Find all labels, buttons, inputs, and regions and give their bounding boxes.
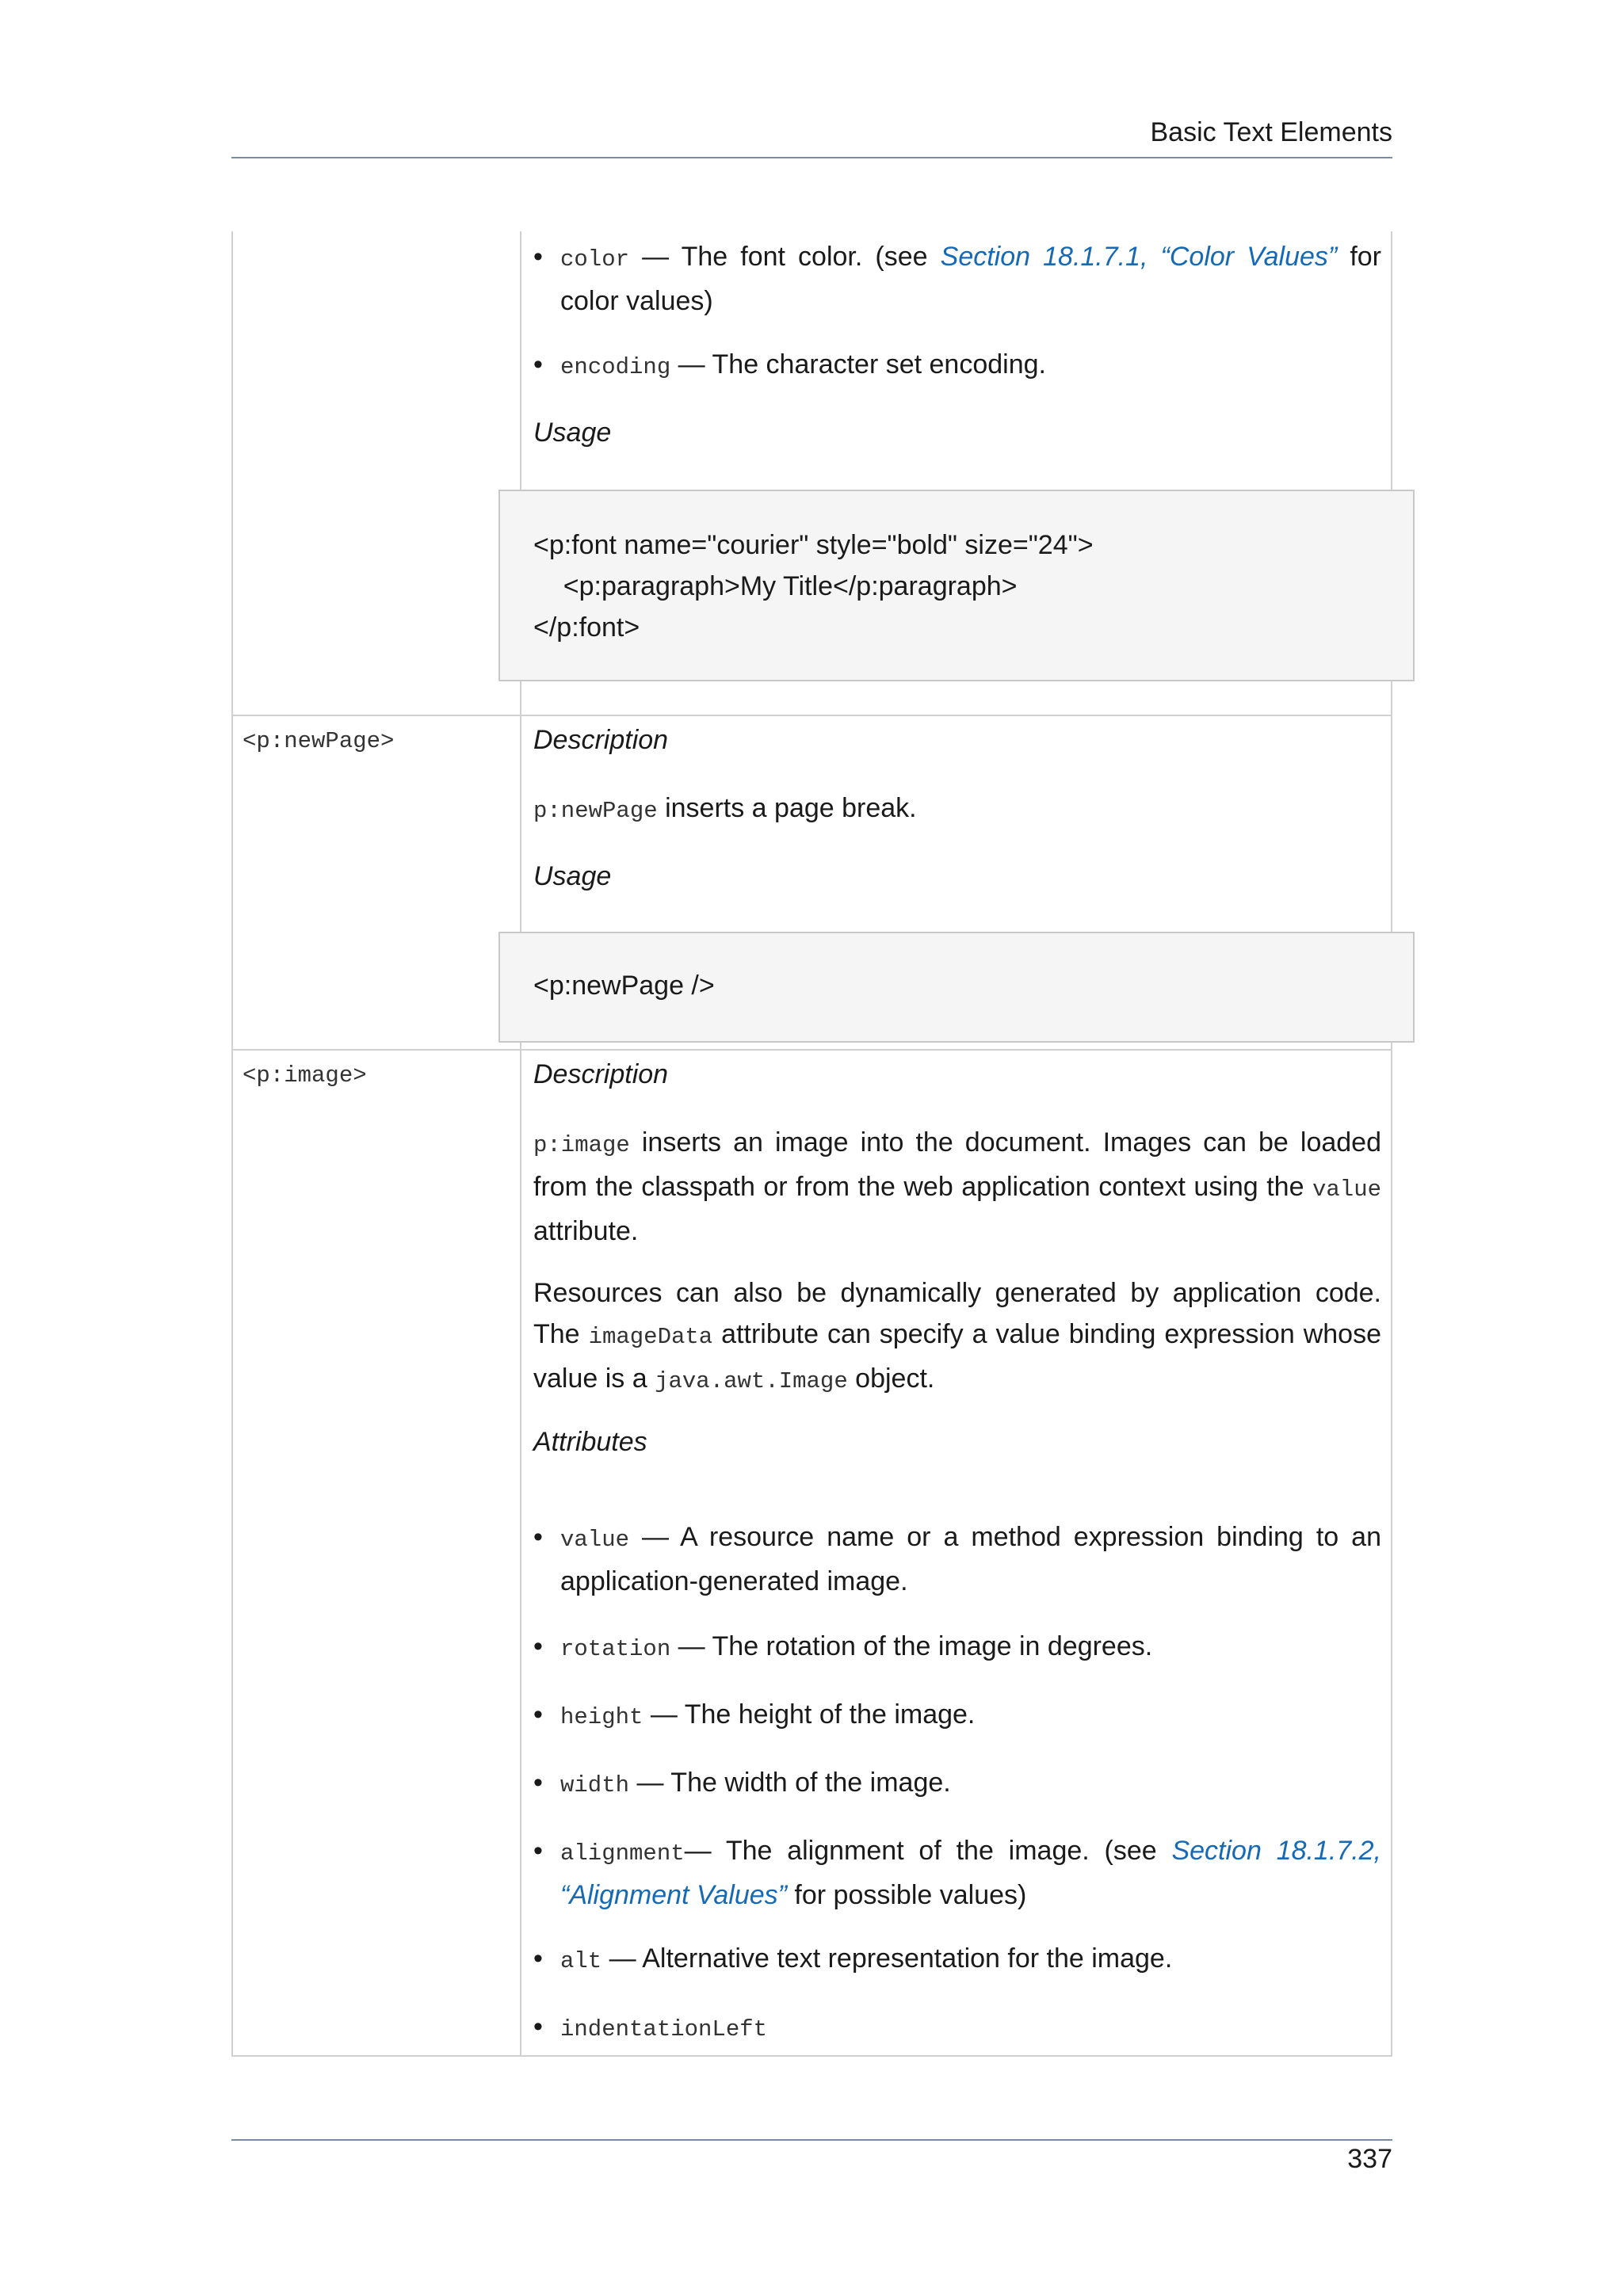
image-description-paragraph-1 [533, 1122, 1381, 1252]
attribute-item-encoding [560, 344, 1381, 388]
table-row-divider [231, 1049, 1392, 1051]
attribute-separator: — [643, 1699, 685, 1730]
attribute-name: indentationLeft [560, 2016, 768, 2042]
attribute-separator: — [670, 1631, 712, 1661]
attribute-description-tail: for possible values) [786, 1880, 1027, 1910]
attribute-name: color [560, 246, 630, 273]
section-link-color-values[interactable]: Section 18.1.7.1, “Color Values” [940, 242, 1338, 272]
code-line: <p:newPage /> [533, 971, 715, 1001]
table-border-bottom [231, 2055, 1392, 2057]
attribute-description-tail: for color values) [560, 242, 1381, 316]
inline-code: p:image [533, 1132, 630, 1158]
attribute-separator: — [601, 1943, 643, 1974]
newpage-description [533, 788, 1381, 832]
inline-code: java.awt.Image [655, 1368, 848, 1394]
attribute-description: The character set encoding. [712, 349, 1046, 379]
attribute-name: alignment [560, 1840, 685, 1867]
code-block-newpage-usage [498, 932, 1415, 1043]
paragraph-text: attribute can specify a value binding expression whose value is a [533, 1319, 1381, 1394]
attribute-item-indentationleft [560, 2006, 1381, 2050]
image-description-paragraph-2 [533, 1272, 1381, 1402]
attribute-description: The alignment of the image. (see [725, 1836, 1172, 1866]
paragraph-text: object. [847, 1363, 935, 1394]
paragraph-text: inserts an image into the document. Images can be loaded from the classpath or from the web application context using the [533, 1127, 1381, 1202]
attribute-name: encoding [560, 354, 671, 380]
description-heading: Description [533, 725, 669, 755]
attribute-name: width [560, 1772, 630, 1798]
attribute-item-value [560, 1516, 1381, 1602]
attribute-description: Alternative text representation for the image. [642, 1943, 1173, 1974]
inline-code: imageData [588, 1324, 713, 1350]
description-text: inserts a page break. [657, 793, 917, 823]
attribute-description: The height of the image. [684, 1699, 976, 1730]
attributes-heading: Attributes [533, 1427, 647, 1457]
attribute-name: rotation [560, 1636, 671, 1662]
table-border-left [231, 231, 233, 2057]
attribute-item-height [560, 1694, 1381, 1738]
inline-code: value [1312, 1177, 1381, 1203]
table-row-divider [231, 715, 1392, 716]
bullet-icon: • [533, 2012, 543, 2042]
bullet-icon: • [533, 349, 543, 379]
attribute-description: The width of the image. [670, 1768, 951, 1798]
bullet-icon: • [533, 1522, 543, 1552]
attribute-separator: — [629, 242, 682, 272]
bullet-icon: • [533, 1631, 543, 1661]
bullet-icon: • [533, 1699, 543, 1730]
paragraph-text: Resources can also be dynamically generated by application code. The [533, 1278, 1381, 1349]
attribute-separator: — [629, 1768, 671, 1798]
attribute-description: The rotation of the image in degrees. [712, 1631, 1153, 1661]
header-rule [231, 157, 1392, 158]
code-line: <p:font name="courier" style="bold" size="24"> [533, 530, 1094, 560]
attribute-separator: — [670, 349, 712, 379]
attribute-name: value [560, 1527, 630, 1553]
page-number: 337 [1347, 2144, 1392, 2174]
attribute-separator: — [684, 1836, 726, 1866]
page-header-title: Basic Text Elements [1150, 117, 1392, 147]
inline-code: p:newPage [533, 798, 658, 824]
code-line: </p:font> [533, 612, 640, 643]
paragraph-text: attribute. [533, 1216, 639, 1246]
attribute-separator: — [629, 1522, 681, 1552]
usage-heading: Usage [533, 418, 612, 448]
code-block-font-usage [498, 490, 1415, 681]
footer-rule [231, 2139, 1392, 2141]
attribute-item-width [560, 1762, 1381, 1806]
attribute-name: alt [560, 1948, 602, 1974]
bullet-icon: • [533, 1768, 543, 1798]
attribute-name: height [560, 1704, 643, 1730]
attribute-description: A resource name or a method expression binding to an application-generated image. [560, 1522, 1381, 1596]
attribute-description: The font color. (see [681, 242, 941, 272]
bullet-icon: • [533, 242, 543, 272]
bullet-icon: • [533, 1836, 543, 1866]
element-tag-newpage: <p:newPage> [242, 728, 395, 754]
attribute-item-color [560, 236, 1381, 322]
usage-heading: Usage [533, 861, 612, 891]
section-link-alignment-values[interactable]: Section 18.1.7.2, “Alignment Values” [560, 1836, 1381, 1910]
attribute-item-alignment [560, 1830, 1381, 1916]
bullet-icon: • [533, 1943, 543, 1974]
code-line: <p:paragraph>My Title</p:paragraph> [533, 571, 1018, 601]
element-tag-image: <p:image> [242, 1062, 367, 1089]
attribute-item-rotation [560, 1626, 1381, 1670]
description-heading: Description [533, 1059, 669, 1089]
attribute-item-alt [560, 1938, 1381, 1982]
